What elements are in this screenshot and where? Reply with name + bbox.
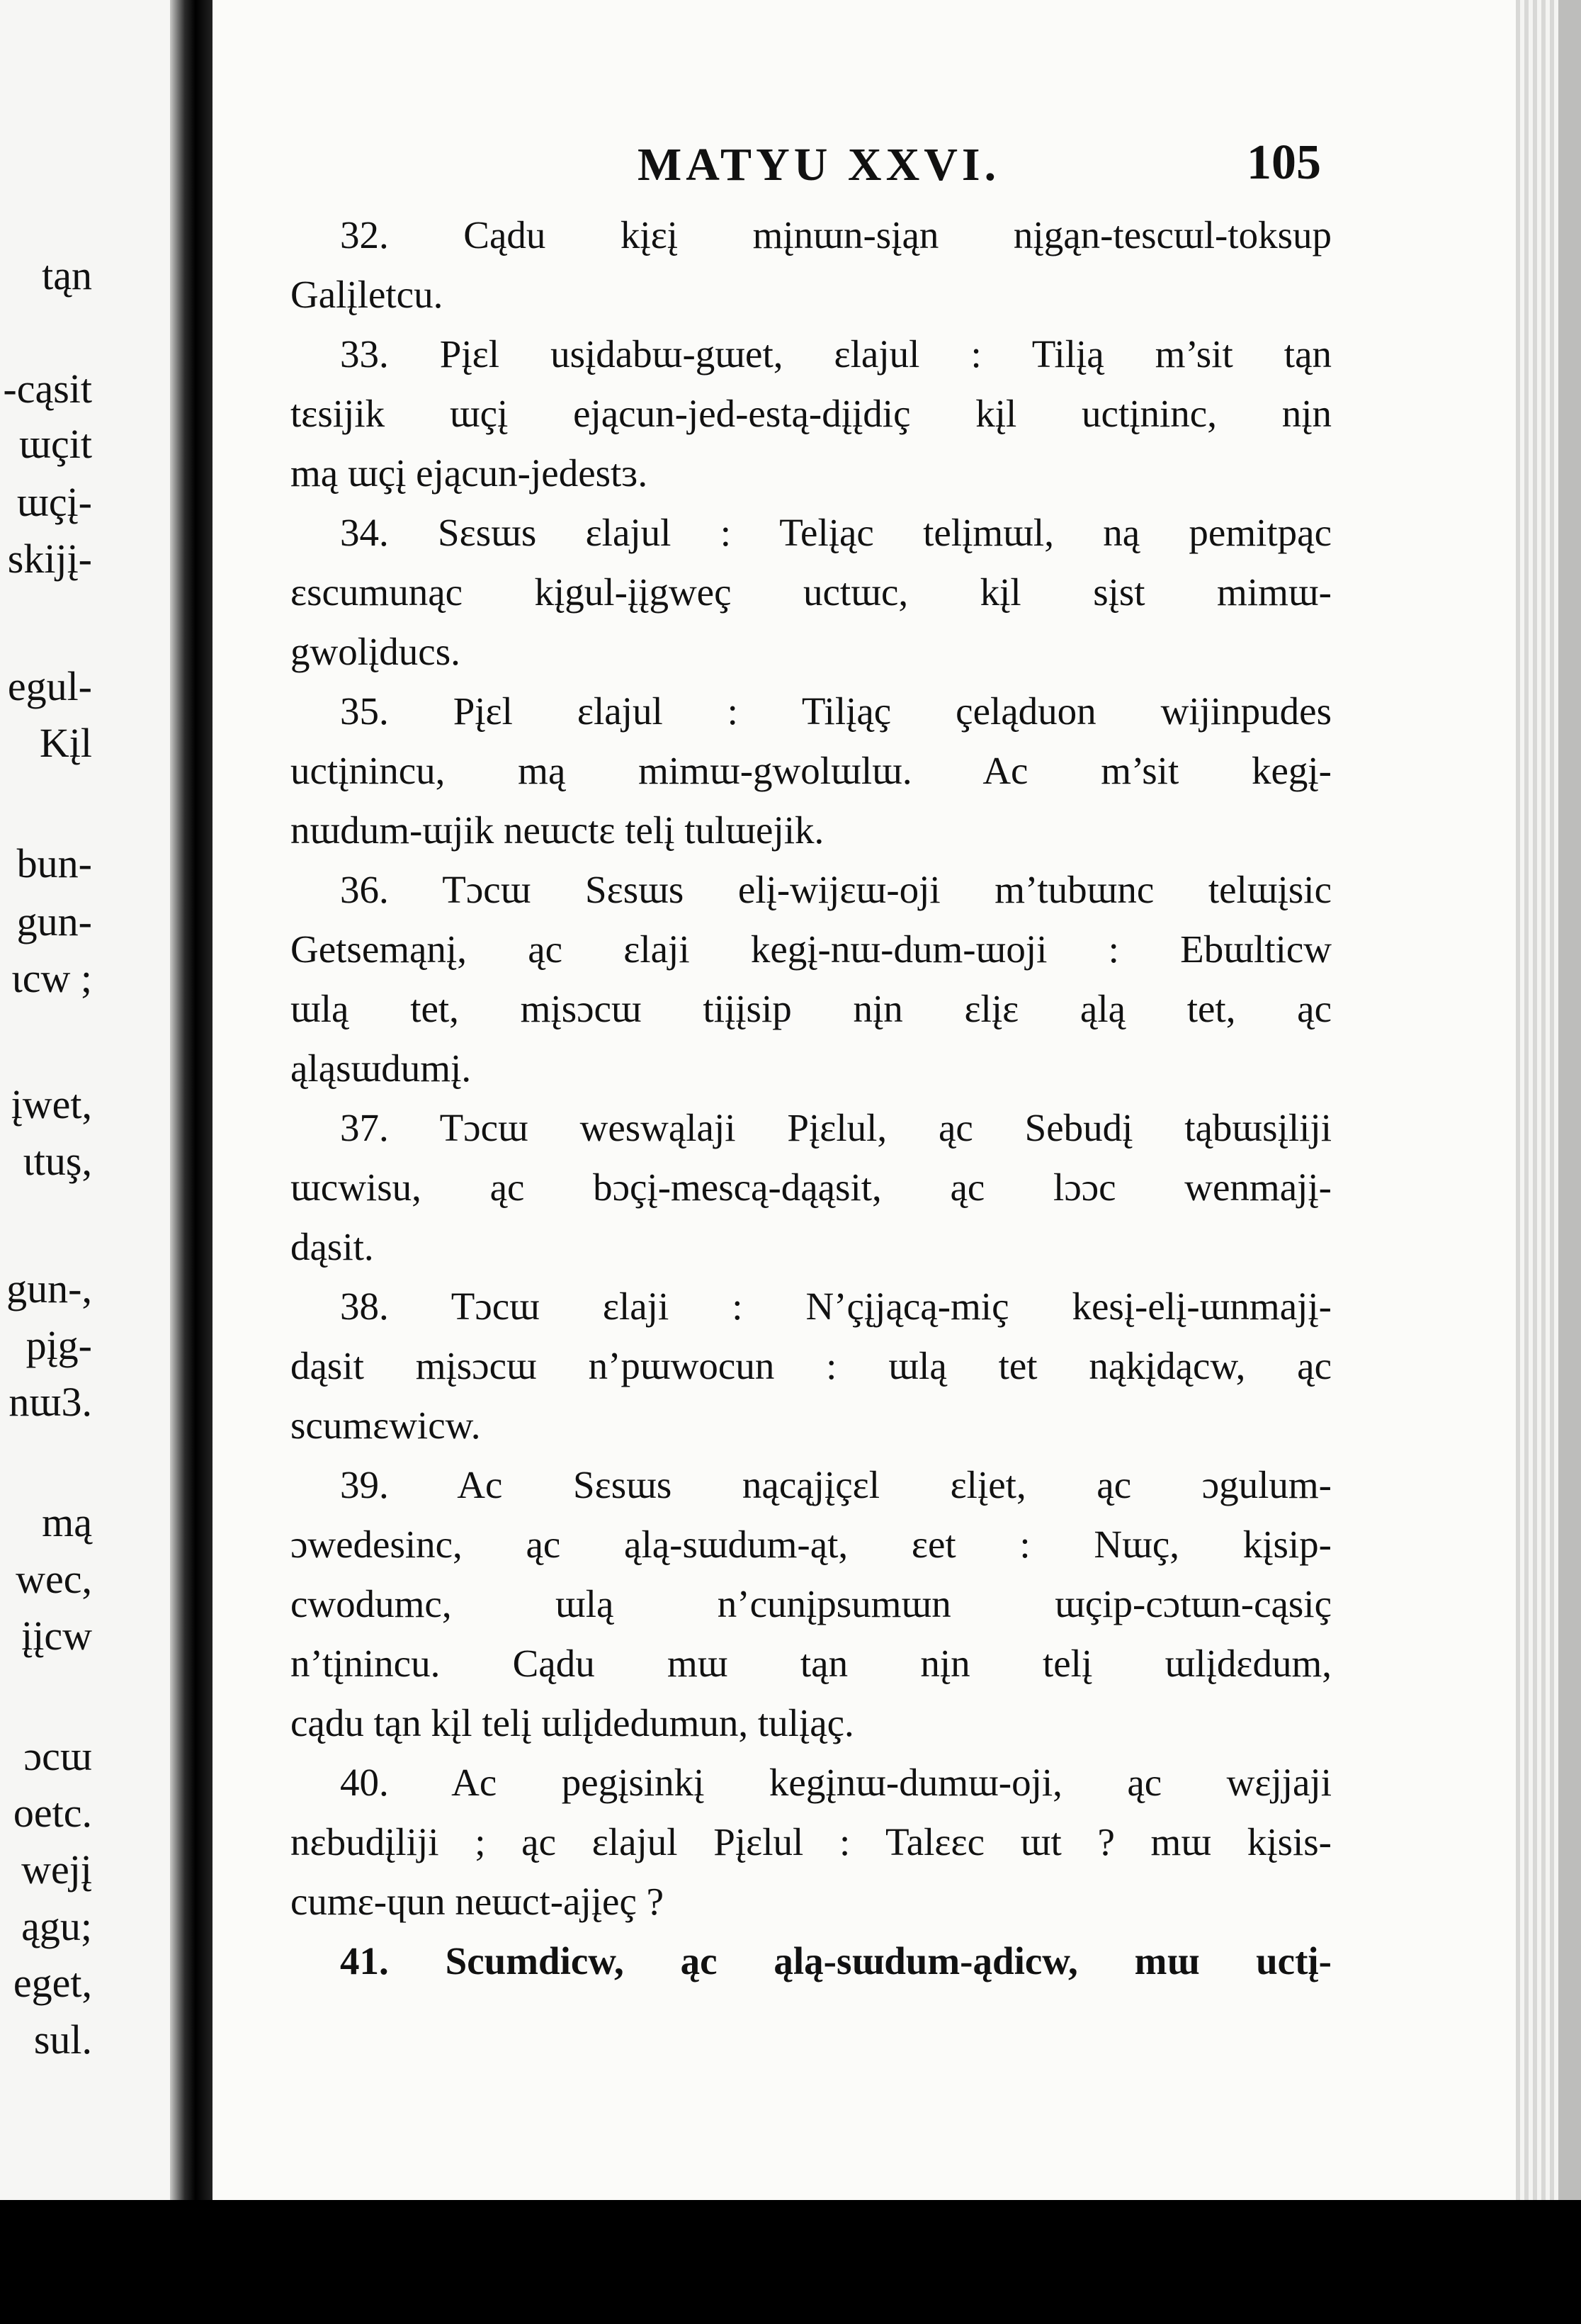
text-line: dąsit mįsɔcɯ n’pɯwocun : ɯlą tet nąkįdącw, ąc bbox=[290, 1344, 1332, 1387]
left-page-text: eget, bbox=[13, 1960, 92, 2006]
left-page-text: pįg- bbox=[26, 1322, 92, 1368]
text-line: ɔwedesinc, ąc ąlą-sɯdum-ąt, ɛet : Nɯç, kįsip- bbox=[290, 1523, 1332, 1566]
text-line: Galįletcu. bbox=[290, 273, 443, 316]
left-page-text: ągu; bbox=[21, 1903, 92, 1949]
text-line: 39. Ac Sɛsɯs nącąjįçɛl ɛlįet, ąc ɔgulum- bbox=[340, 1463, 1332, 1506]
left-page-text: wec, bbox=[16, 1556, 92, 1602]
text-line: cumɛ-ɥun neɯct-ajįeç ? bbox=[290, 1880, 664, 1923]
left-page-text: įwet, bbox=[11, 1081, 92, 1127]
text-line: 35. Pįɛl ɛlajul : Tilįąç çeląduon wijinpudes bbox=[340, 689, 1332, 733]
text-line: gwolįducs. bbox=[290, 630, 460, 673]
text-line: ɯcwisu, ąc bɔçį-mescą-dąąsit, ąc lɔɔc wenmajį- bbox=[290, 1166, 1332, 1209]
book-gutter bbox=[170, 0, 212, 2324]
left-page-text: oetc. bbox=[13, 1790, 92, 1836]
text-line: ąląsɯdumį. bbox=[290, 1047, 472, 1090]
text-line: scumɛwicw. bbox=[290, 1404, 481, 1447]
left-page-text: gun-, bbox=[6, 1265, 92, 1312]
left-page-text: tąn bbox=[42, 252, 92, 298]
text-line: dąsit. bbox=[290, 1225, 374, 1268]
text-line: ɛscumunąc kįgul-įįgweç uctɯc, kįl sįst mimɯ- bbox=[290, 570, 1332, 614]
text-line: 37. Tɔcɯ weswąlaji Pįɛlul, ąc Sebudį tąbɯsįliji bbox=[340, 1106, 1332, 1149]
left-page-text: ɩcw ; bbox=[11, 955, 92, 1001]
left-page-text: nɯ3. bbox=[8, 1379, 92, 1425]
left-page-text: įįcw bbox=[21, 1613, 92, 1659]
text-line: 36. Tɔcɯ Sɛsɯs elį-wijɛɯ-oji m’tubɯnc telɯįsic bbox=[340, 868, 1332, 911]
left-page-text: bun- bbox=[16, 840, 92, 886]
left-page-text: mą bbox=[42, 1499, 92, 1545]
left-page-text: ɩtuş, bbox=[23, 1138, 92, 1184]
text-line: 41. Scumdicw, ąc ąlą-sɯdum-ądicw, mɯ uctį- bbox=[340, 1939, 1332, 1982]
text-line: 38. Tɔcɯ ɛlaji : N’çįjącą-miç kesį-elį-ɯnmajį- bbox=[340, 1285, 1332, 1328]
text-line: tɛsijik ɯçį ejącun-jed-estą-dįįdiç kįl uctįninc, nįn bbox=[290, 392, 1332, 435]
text-line: nɯdum-ɯjik neɯctɛ telį tulɯejik. bbox=[290, 808, 824, 852]
text-line: 40. Ac pegįsinkį kegįnɯ-dumɯ-oji, ąc wɛjjaji bbox=[340, 1761, 1332, 1804]
text-line: cwodumc, ɯlą n’cunįpsumɯn ɯçip-cɔtɯn-cąsiç bbox=[290, 1582, 1332, 1625]
text-line: 34. Sɛsɯs ɛlajul : Telįąc telįmɯl, ną pemitpąc bbox=[340, 511, 1332, 554]
scan-border bbox=[0, 2200, 1581, 2324]
left-page-text: -cąsit bbox=[3, 366, 92, 412]
left-page-text: sul. bbox=[33, 2016, 92, 2063]
text-line: n’tįnincu. Cądu mɯ tąn nįn telį ɯlįdɛdum, bbox=[290, 1642, 1332, 1685]
text-line: mą ɯçį ejącun-jedestɜ. bbox=[290, 451, 648, 495]
left-page-text: egul- bbox=[7, 663, 92, 709]
left-page-text: skijį- bbox=[7, 536, 92, 582]
text-line: cądu tąn kįl telį ɯlįdedumun, tulįąç. bbox=[290, 1701, 854, 1744]
left-page-text: ɯçį- bbox=[16, 479, 92, 525]
text-line: Getsemąnį, ąc ɛlaji kegį-nɯ-dum-ɯoji : Ebɯlticw bbox=[290, 927, 1332, 971]
left-page-text: ɔcɯ bbox=[23, 1733, 92, 1779]
text-line: ɯlą tet, mįsɔcɯ tiįįsip nįn ɛlįɛ ąlą tet, ąc bbox=[290, 987, 1332, 1030]
text-line: 32. Cądu kįɛį mįnɯn-sįąn nįgąn-tescɯl-toksup bbox=[340, 213, 1332, 256]
left-page-text: gun- bbox=[16, 898, 92, 944]
text-line: uctįnincu, mą mimɯ-gwolɯlɯ. Ac m’sit kegį- bbox=[290, 749, 1332, 792]
text-line: 33. Pįɛl usįdabɯ-gɯet, ɛlajul : Tilįą m’sit tąn bbox=[340, 332, 1332, 376]
left-page-text: Kįl bbox=[39, 720, 92, 766]
page-edge-shadow bbox=[1558, 0, 1581, 2324]
left-page-text: ɯçit bbox=[18, 421, 92, 467]
left-page-fragment bbox=[0, 0, 170, 2324]
running-header: MATYU XXVI. bbox=[638, 139, 1001, 191]
text-line: nɛbudįliji ; ąc ɛlajul Pįɛlul : Talɛɛc ɯt ? mɯ kįsis- bbox=[290, 1820, 1332, 1863]
left-page-text: wejį bbox=[21, 1846, 92, 1893]
page-number: 105 bbox=[1247, 135, 1321, 190]
page-body bbox=[290, 205, 1332, 1991]
